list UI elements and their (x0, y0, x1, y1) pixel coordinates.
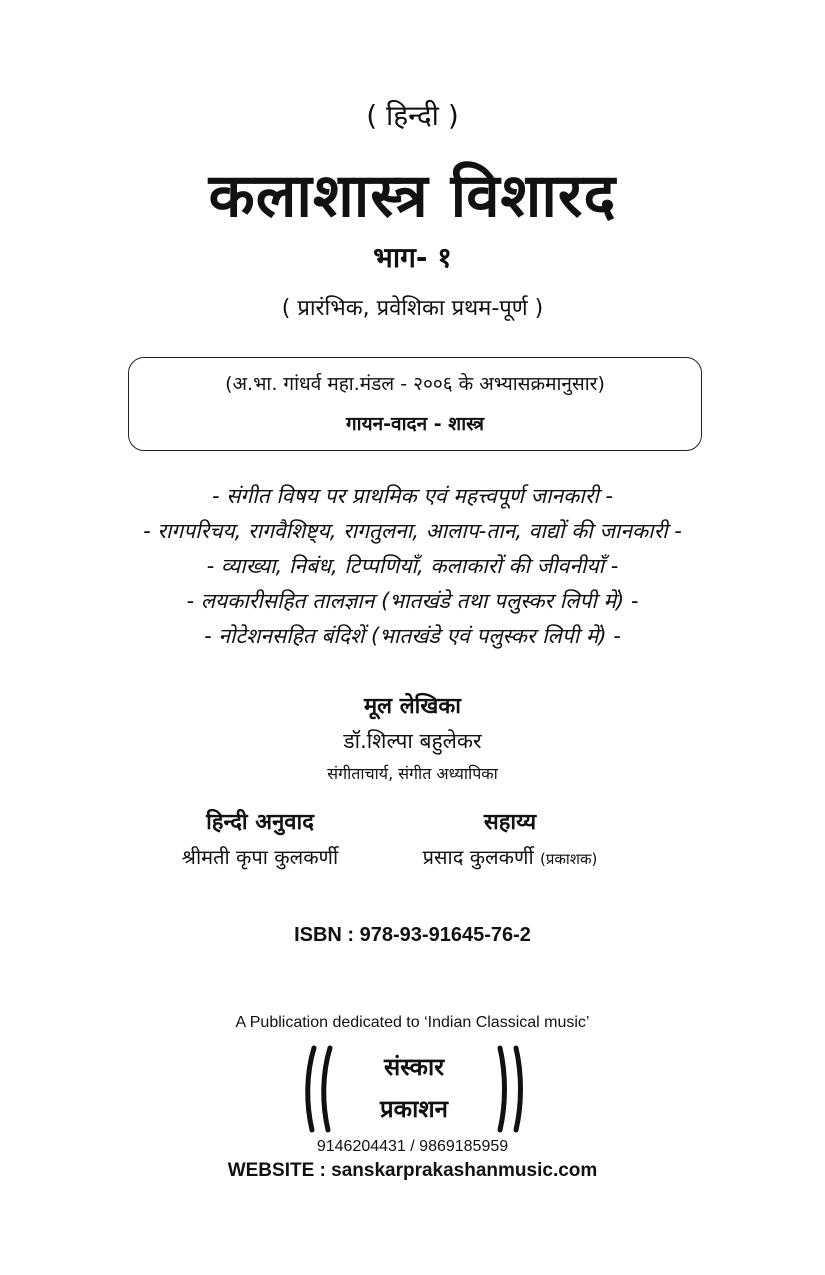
author-designation: संगीताचार्य, संगीत अध्यापिका (327, 764, 498, 783)
publisher-logo (298, 1044, 530, 1134)
feature-line: - संगीत विषय पर प्राथमिक एवं महत्त्वपूर्ण जानकारी - (211, 484, 614, 508)
double-bar-right-icon (490, 1044, 530, 1134)
publication-dedication: A Publication dedicated to ‘Indian Classical music’ (235, 1014, 590, 1031)
double-bar-left-icon (298, 1044, 338, 1134)
logo-line-1: संस्कार (383, 1053, 445, 1081)
feature-line: - रागपरिचय, रागवैशिष्ट्य, रागतुलना, आलाप-तान, वाद्यों की जानकारी - (143, 519, 682, 543)
website: WEBSITE : sanskarprakashanmusic.com (227, 1160, 598, 1181)
isbn: ISBN : 978-93-91645-76-2 (294, 924, 531, 946)
author-heading: मूल लेखिका (364, 694, 461, 719)
assistant-line (350, 843, 670, 870)
part-label: भाग- १ (373, 241, 452, 274)
assistant-name: प्रसाद कुलकर्णी (422, 845, 534, 869)
author-name: डॉ.शिल्पा बहुलेकर (343, 729, 482, 753)
feature-line: - लयकारीसहित तालज्ञान (भातखंडे तथा पलुस्कर लिपी में) - (186, 589, 639, 613)
translator-name: श्रीमती कृपा कुलकर्णी (181, 845, 339, 869)
syllabus-subject: गायन-वादन - शास्त्र (345, 413, 485, 435)
assistant-role: (प्रकाशक) (539, 850, 598, 868)
language-label: ( हिन्दी ) (366, 99, 459, 132)
syllabus-line: (अ.भा. गांधर्व महा.मंडल - २००६ के अभ्यासक्रमानुसार) (225, 373, 605, 395)
assistance-heading: सहाय्य (483, 810, 537, 835)
syllabus-box (128, 357, 702, 451)
logo-line-2: प्रकाशन (380, 1095, 448, 1123)
translation-heading: हिन्दी अनुवाद (206, 810, 314, 835)
levels-subtitle: ( प्रारंभिक, प्रवेशिका प्रथम-पूर्ण ) (281, 296, 544, 321)
feature-line: - नोटेशनसहित बंदिशें (भातखंडे एवं पलुस्कर लिपी में) - (204, 624, 621, 648)
phone-numbers: 9146204431 / 9869185959 (316, 1138, 509, 1155)
feature-line: - व्याख्या, निबंध, टिप्पणियाँ, कलाकारों की जीवनीयाँ - (206, 554, 619, 578)
book-title: कलाशास्त्र विशारद (208, 161, 617, 231)
